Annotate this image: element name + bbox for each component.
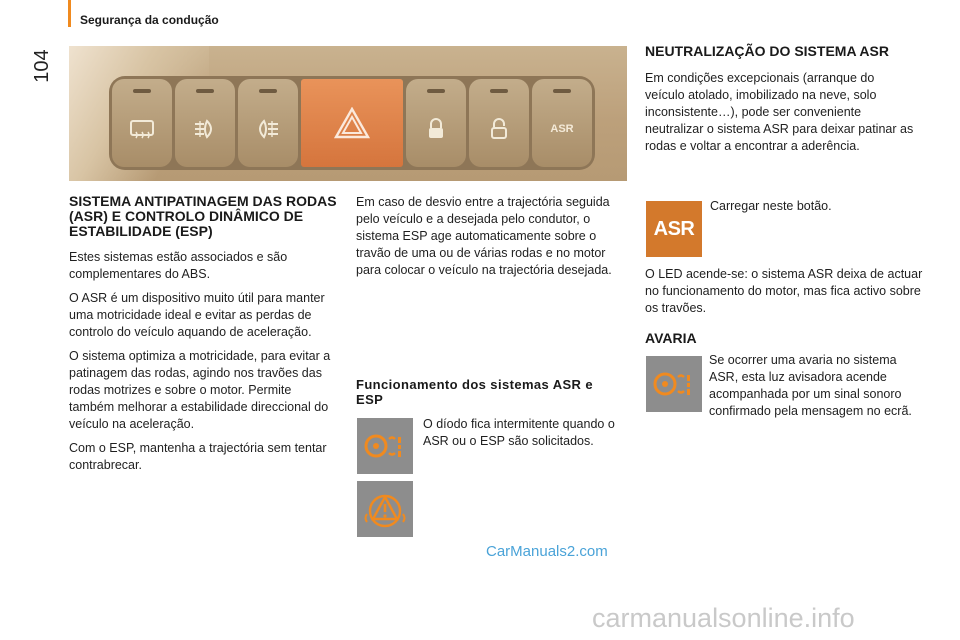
rear-fog-button [238, 79, 298, 167]
dashboard-photo [69, 46, 627, 181]
button-led [196, 89, 214, 93]
asr-button [532, 79, 592, 167]
asr-esp-intro-column [69, 194, 339, 481]
push-button-text: Carregar neste botão. [710, 199, 832, 213]
asr-button-illustration [646, 201, 702, 257]
asr-fault-warning-icon [651, 367, 697, 401]
asr-button-illustration-label: ASR [653, 217, 695, 240]
asr-button-label: ASR [550, 123, 574, 135]
operation-subheading: Funcionamento dos sistemas ASR e ESP [356, 377, 593, 407]
front-fog-light-icon [191, 118, 219, 140]
asr-fault-lamp [646, 356, 702, 412]
fault-text: Se ocorrer uma avaria no sistema ASR, esta luz avisadora acende acompanhada por um sinal sonoro confirmado pela mensagem no ecrã. [709, 353, 912, 418]
esp-trajectory-paragraph: Com o ESP, mantenha a trajectória sem tentar contrabrecar. [69, 441, 327, 472]
intro-paragraph: Estes sistemas estão associados e são complementares do ABS. [69, 250, 288, 281]
led-flashing-note [423, 416, 628, 457]
led-on-text: O LED acende-se: o sistema ASR deixa de actuar no funcionamento do motor, mas fica activo sobre os travões. [645, 267, 923, 315]
section-accent-bar [68, 0, 71, 27]
esp-description-paragraph: Em caso de desvio entre a trajectória seguida pelo veículo e a desejada pelo condutor, o sistema ESP age automaticamente sobre o travão de uma ou de várias rodas e no motor para colocar o veículo na trajectória desejada. [356, 195, 612, 277]
section-title: Segurança da condução [80, 13, 219, 27]
central-unlock-button [469, 79, 529, 167]
brand-watermark: CarManuals2.com [486, 543, 608, 560]
page-number: 104 [30, 49, 53, 83]
central-lock-button [406, 79, 466, 167]
asr-neutralization-column [645, 44, 915, 162]
motricity-paragraph: O sistema optimiza a motricidade, para evitar a patinagem das rodas, agindo nos travões das rodas motrizes e sobre o motor. Permite também melhorar a estabilidade direccional do veículo na aceleração. [69, 349, 331, 431]
central-unlock-icon [488, 117, 510, 141]
led-on-note [645, 266, 925, 324]
neutralization-paragraph: Em condições excepcionais (arranque do veículo atolado, imobilizado na neve, solo inconsistente…), pode ser conveniente neutralizar o sistema ASR para deixar patinar as rodas e voltar a encontrar a aderência. [645, 71, 914, 153]
led-flashing-text: O díodo fica intermitente quando o ASR ou o ESP são solicitados. [423, 417, 615, 448]
asr-esp-heading: SISTEMA ANTIPATINAGEM DAS RODAS (ASR) E CONTROLO DINÂMICO DE ESTABILIDADE (ESP) [69, 193, 337, 239]
asr-neutralization-heading: NEUTRALIZAÇÃO DO SISTEMA ASR [645, 43, 889, 59]
hazard-warning-button [301, 79, 403, 167]
asr-esp-warning-icon [362, 429, 408, 463]
button-led [427, 89, 445, 93]
push-button-note [710, 198, 920, 222]
central-lock-icon [425, 117, 447, 141]
rear-defrost-icon [128, 118, 156, 140]
fault-heading: AVARIA [645, 330, 697, 346]
esp-warning-lamp [357, 481, 413, 537]
asr-description-paragraph: O ASR é um dispositivo muito útil para manter uma motricidade ideal e evitar as perdas de controlo do veículo aquando de aceleração. [69, 291, 325, 339]
button-led [490, 89, 508, 93]
rear-fog-light-icon [254, 118, 282, 140]
front-fog-button [175, 79, 235, 167]
hazard-warning-icon [334, 107, 370, 139]
button-led [553, 89, 571, 93]
button-led [259, 89, 277, 93]
fault-note [709, 352, 919, 427]
switch-panel [109, 76, 595, 170]
footer-watermark: carmanualsonline.info [592, 603, 855, 633]
esp-description-column [356, 194, 624, 286]
asr-esp-warning-lamp [357, 418, 413, 474]
esp-triangle-warning-icon [363, 489, 407, 529]
rear-defrost-button [112, 79, 172, 167]
button-led [133, 89, 151, 93]
